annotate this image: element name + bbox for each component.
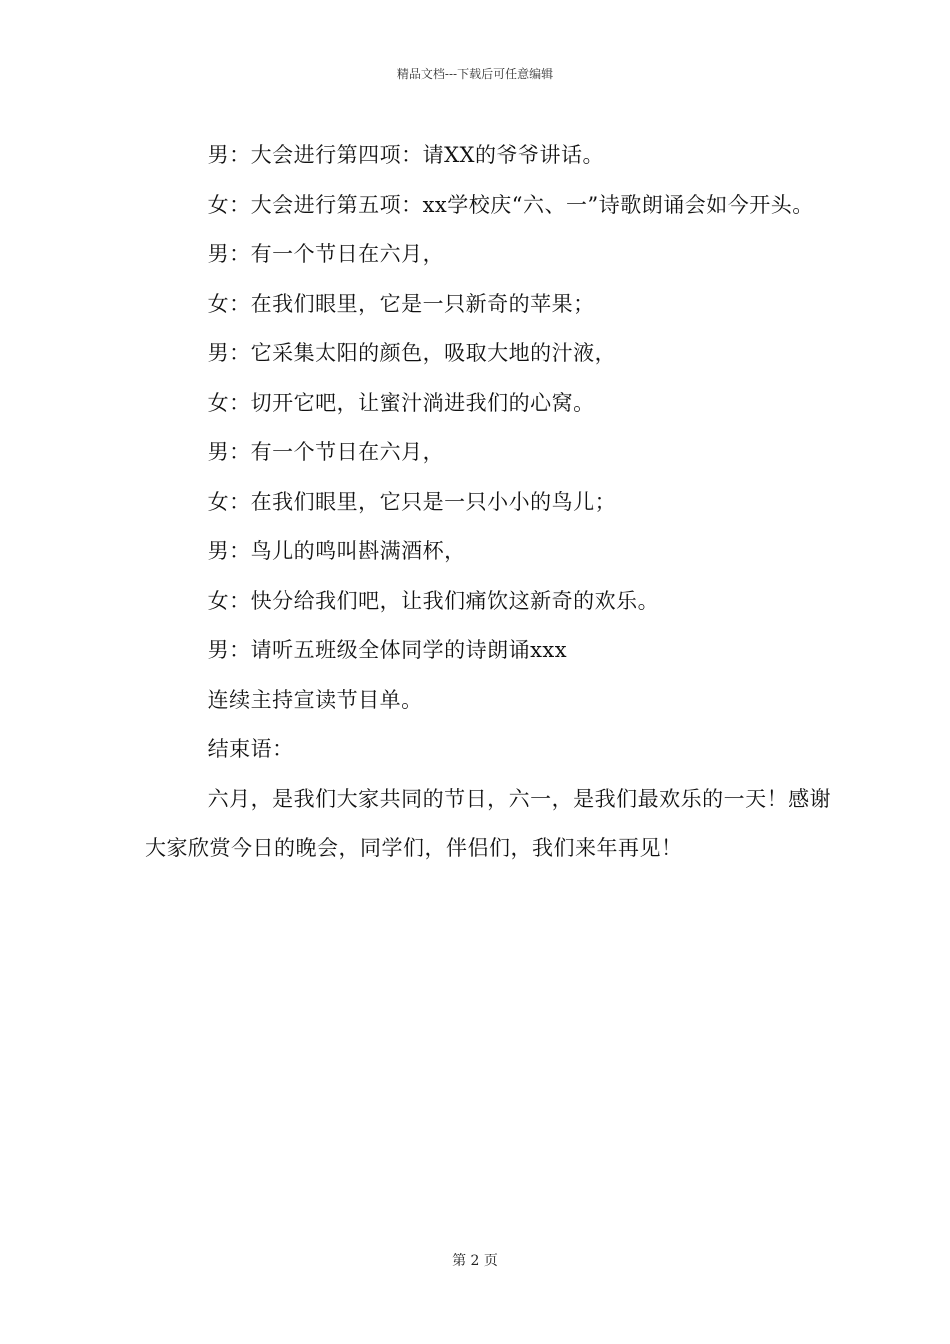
paragraph-7: 男：有一个节日在六月， bbox=[207, 440, 445, 464]
page-number: 第 2 页 bbox=[452, 1253, 498, 1269]
document-body bbox=[145, 131, 835, 874]
paragraph-4: 女：在我们眼里，它是一只新奇的苹果； bbox=[207, 291, 595, 316]
paragraph-8: 女：在我们眼里，它只是一只小小的鸟儿； bbox=[207, 489, 617, 514]
paragraph-9: 男：鸟儿的鸣叫斟满酒杯， bbox=[207, 539, 466, 563]
paragraph-13: 结束语： bbox=[207, 737, 294, 761]
page-header: 精品文档---下载后可任意编辑 bbox=[396, 67, 554, 81]
paragraph-5: 男：它采集太阳的颜色，吸取大地的汁液， bbox=[207, 341, 617, 365]
paragraph-14: 六月，是我们大家共同的节日，六一，是我们最欢乐的一天！感谢大家欣赏今日的晚会，同学们，伴侣们，我们来年再见！ bbox=[145, 786, 832, 860]
paragraph-10: 女：快分给我们吧，让我们痛饮这新奇的欢乐。 bbox=[207, 588, 660, 613]
paragraph-2: 女：大会进行第五项：xx学校庆“六、一”诗歌朗诵会如今开头。 bbox=[207, 192, 814, 217]
paragraph-12: 连续主持宣读节目单。 bbox=[207, 687, 423, 712]
paragraph-3: 男：有一个节日在六月， bbox=[207, 242, 445, 266]
paragraph-6: 女：切开它吧，让蜜汁淌进我们的心窝。 bbox=[207, 390, 595, 415]
paragraph-11: 男：请听五班级全体同学的诗朗诵xxx bbox=[207, 638, 568, 662]
paragraph-1: 男：大会进行第四项：请XX的爷爷讲话。 bbox=[207, 143, 604, 167]
